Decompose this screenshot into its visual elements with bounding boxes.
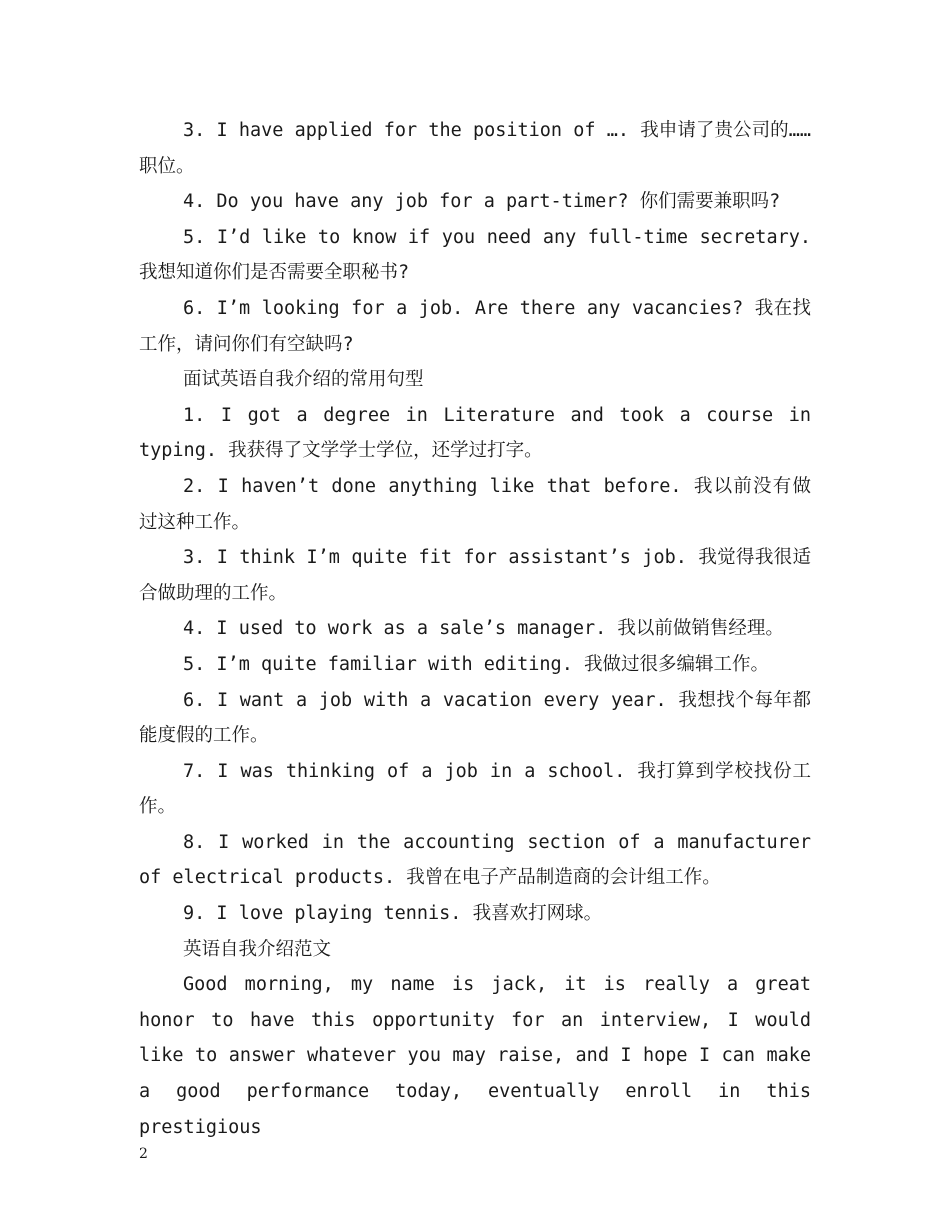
paragraph-sentence-3: 3. I think I’m quite fit for assistant’s job. 我觉得我很适合做助理的工作。 (139, 547, 811, 604)
sample-essay-paragraph: Good morning, my name is jack, it is really a great honor to have this opportunity for an interview, I would like to answer whatever you may raise, and I hope I can make a good performance today, eventually enroll in this prestigious (139, 974, 811, 1138)
document-body (139, 113, 811, 1145)
paragraph-sentence-7: 7. I was thinking of a job in a school. 我打算到学校找份工作。 (139, 760, 811, 818)
paragraph-sentence-5: 5. I’m quite familiar with editing. 我做过很多编辑工作。 (183, 653, 769, 675)
paragraph-sentence-4: 4. I used to work as a sale’s manager. 我以前做销售经理。 (183, 618, 784, 640)
paragraph-line-4: 4. Do you have any job for a part-timer? 你们需要兼职吗? (183, 191, 781, 213)
page-number: 2 (139, 1146, 148, 1162)
paragraph-line-5: 5. I’d like to know if you need any full-time secretary. 我想知道你们是否需要全职秘书? (139, 226, 811, 284)
paragraph-line-6: 6. I’m looking for a job. Are there any vacancies? 我在找工作，请问你们有空缺吗? (139, 297, 811, 355)
section-heading-sample-essay: 英语自我介绍范文 (183, 938, 332, 960)
section-heading-common-sentences: 面试英语自我介绍的常用句型 (183, 369, 424, 391)
paragraph-sentence-1: 1. I got a degree in Literature and took a course in typing. 我获得了文学学士学位，还学过打字。 (139, 404, 811, 462)
paragraph-sentence-2: 2. I haven’t done anything like that before. 我以前没有做过这种工作。 (139, 475, 811, 533)
paragraph-sentence-9: 9. I love playing tennis. 我喜欢打网球。 (183, 903, 603, 925)
paragraph-line-3: 3. I have applied for the position of …. 我申请了贵公司的……职位。 (139, 120, 811, 177)
paragraph-sentence-8: 8. I worked in the accounting section of a manufacturer of electrical products. 我曾在电子产品制造商的会计组工作。 (139, 831, 811, 889)
paragraph-sentence-6: 6. I want a job with a vacation every year. 我想找个每年都能度假的工作。 (139, 689, 811, 747)
